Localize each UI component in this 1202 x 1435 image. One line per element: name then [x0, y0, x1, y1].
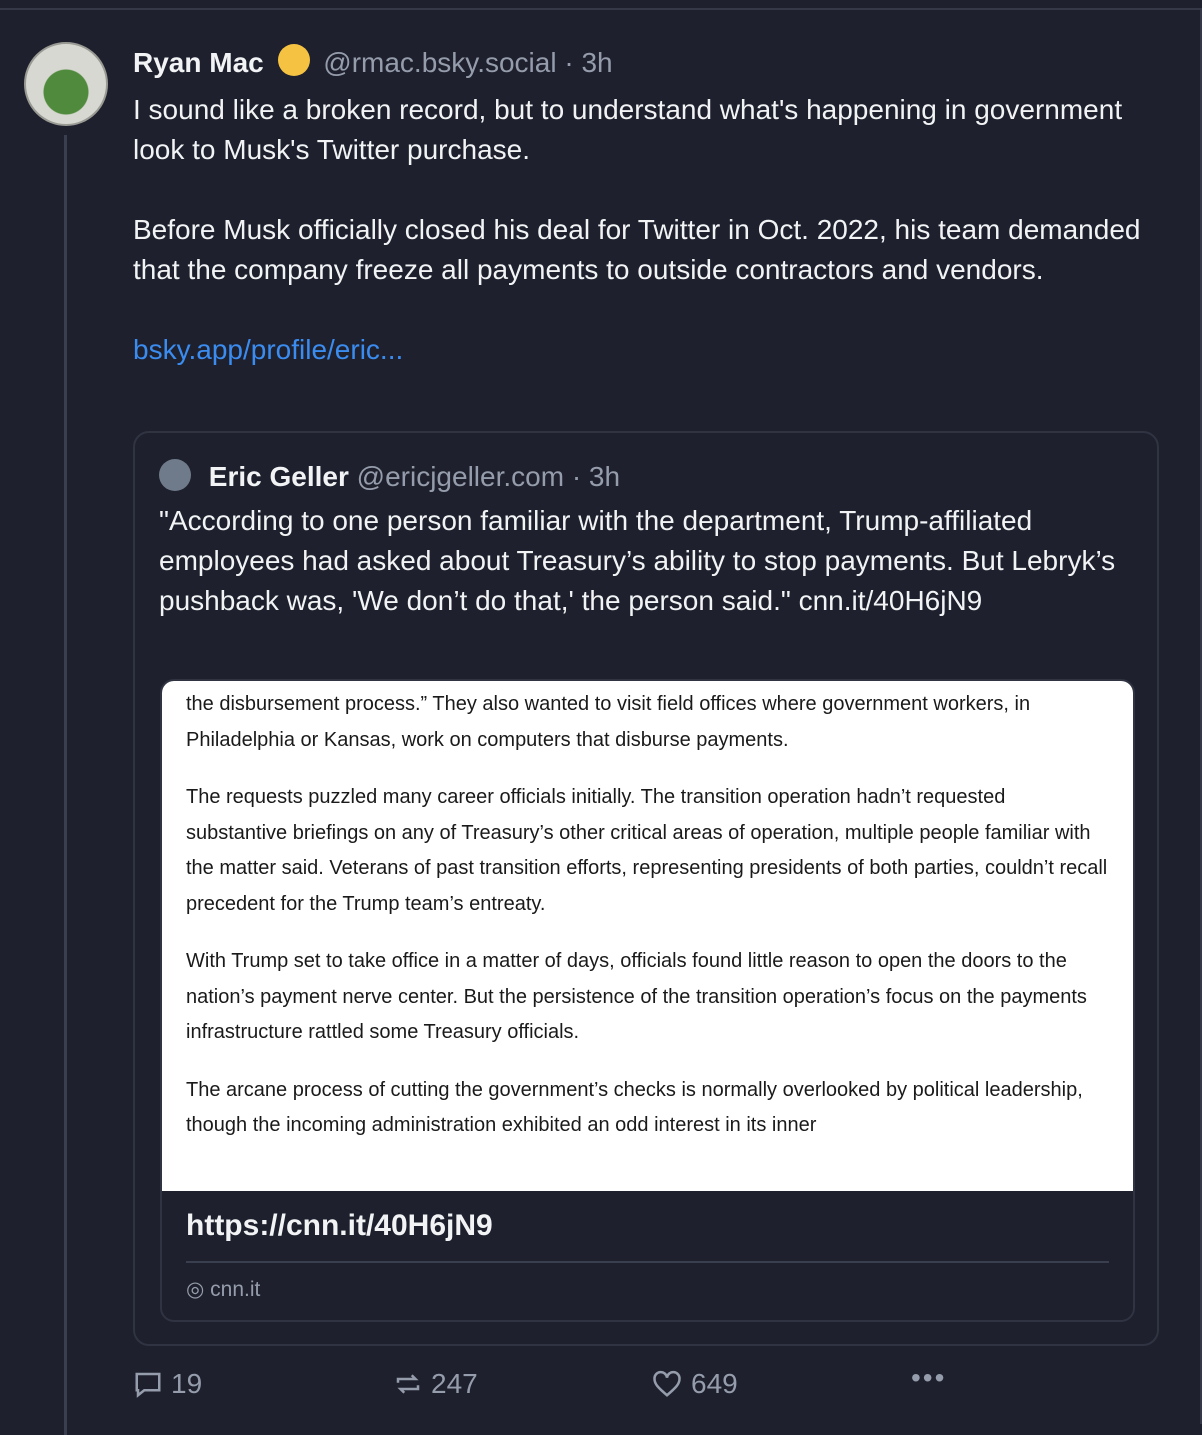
like-button[interactable] — [651, 1368, 738, 1400]
link-card-domain: cnn.it — [210, 1278, 261, 1301]
avatar[interactable] — [24, 42, 108, 126]
author-handle[interactable]: @rmac.bsky.social — [323, 47, 557, 78]
reply-count: 19 — [171, 1368, 203, 1399]
quoted-author-name[interactable]: Eric Geller — [208, 461, 349, 492]
divider — [186, 1261, 1109, 1263]
post-header — [133, 44, 613, 79]
quoted-author-handle: @ericjgeller.com — [356, 461, 565, 492]
repost-count: 247 — [431, 1368, 478, 1399]
heart-icon — [651, 1369, 683, 1399]
quoted-avatar[interactable] — [159, 459, 191, 491]
like-count: 649 — [691, 1368, 738, 1399]
reply-button[interactable] — [133, 1368, 202, 1400]
repost-button[interactable] — [393, 1368, 478, 1400]
more-options-icon[interactable]: ••• — [911, 1362, 947, 1393]
author-name[interactable]: Ryan Mac — [133, 47, 264, 78]
image-text: the disbursement process.” They also wanted to visit field offices where government workers, in Philadelphia or Kansas, work on computers that disburse payments. — [186, 693, 1031, 751]
post-link[interactable]: bsky.app/profile/eric... — [133, 334, 404, 365]
link-card-image — [162, 681, 1133, 1191]
quoted-timestamp: · 3h — [571, 461, 621, 492]
timestamp[interactable]: · 3h — [564, 47, 613, 78]
upside-down-face-emoji-icon — [278, 44, 310, 76]
post-text: I sound like a broken record, but to understand what's happening in government look to Musk's Twitter purchase. — [133, 94, 1123, 165]
reply-icon — [133, 1369, 163, 1399]
link-card[interactable] — [160, 679, 1135, 1322]
post-text: Before Musk officially closed his deal for Twitter in Oct. 2022, his team demanded that the company freeze all payments to outside contractors and vendors. — [133, 214, 1141, 285]
quoted-text: "According to one person familiar with the department, Trump-affiliated employees had asked about Treasury’s ability to stop payments. But Lebryk’s pushback was, 'We don’t do that,' the person said." cnn.it/40H6jN9 — [159, 505, 1116, 616]
post-body — [133, 90, 1173, 370]
quoted-post[interactable] — [133, 431, 1159, 1346]
thread-line — [64, 135, 67, 1435]
repost-icon — [393, 1369, 423, 1399]
link-card-title[interactable]: https://cnn.it/40H6jN9 — [186, 1209, 493, 1242]
divider — [0, 8, 1202, 10]
image-text: The requests puzzled many career officials initially. The transition operation hadn’t requested substantive briefings on any of Treasury’s other critical areas of operation, multiple people familiar with the matter said. Veterans of past transition efforts, representing presidents of both parties, couldn’t recall precedent for the Trump team’s entreaty. — [186, 786, 1108, 915]
image-text: With Trump set to take office in a matter of days, officials found little reason to open the doors to the nation’s payment nerve center. But the persistence of the transition operation’s focus on the payments infrastructure rattled some Treasury officials. — [186, 950, 1087, 1043]
globe-icon: ◎ — [186, 1278, 205, 1301]
image-text: The arcane process of cutting the government’s checks is normally overlooked by political leadership, though the incoming administration exhibited an odd interest in its inner — [186, 1078, 1083, 1136]
